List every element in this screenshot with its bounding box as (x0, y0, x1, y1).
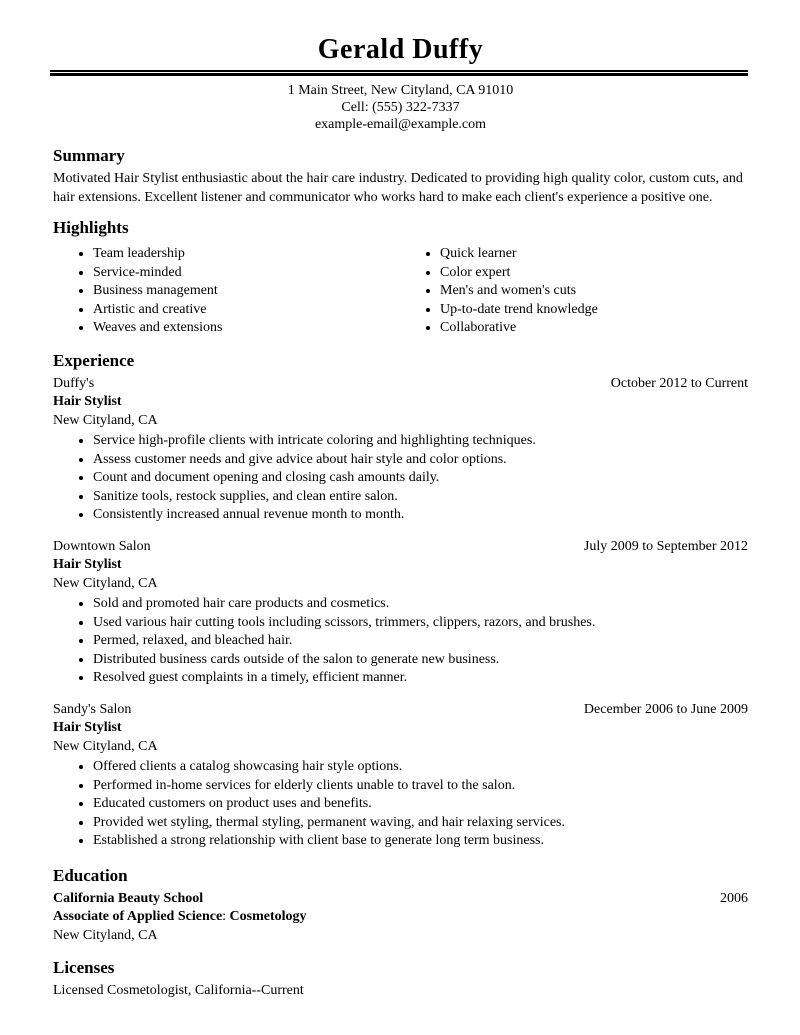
education-heading: Education (53, 865, 128, 885)
licenses-heading: Licenses (53, 958, 115, 977)
resume-header (53, 34, 748, 133)
job-location: New Cityland, CA (53, 738, 158, 754)
highlight-item: • Men's and women's cuts (440, 282, 748, 301)
summary-heading: Summary (53, 146, 125, 165)
job-duty-list (53, 432, 748, 525)
job-company: Downtown Salon (53, 538, 151, 554)
highlight-item: • Quick learner (440, 245, 748, 264)
license-text: Licensed Cosmetologist, California--Current (53, 983, 304, 998)
education-header-row (53, 890, 748, 909)
job-role: Hair Stylist (53, 720, 122, 735)
job-role: Hair Stylist (53, 557, 122, 572)
job-duty: • Assess customer needs and give advice about hair style and color options. (93, 451, 748, 470)
job-company: Duffy's (53, 375, 95, 391)
highlights-columns (53, 242, 748, 338)
job-entry (53, 375, 748, 525)
job-duty: • Count and document opening and closing cash amounts daily. (93, 469, 748, 488)
job-entry (53, 538, 748, 688)
education-school: California Beauty School (53, 890, 204, 906)
job-header-row (53, 701, 748, 720)
job-duty: • Educated customers on product uses and benefits. (93, 795, 748, 814)
highlight-item: • Business management (93, 282, 400, 301)
education-year: 2006 (720, 890, 748, 906)
contact-email: example-email@example.com (314, 117, 487, 132)
job-duty: • Consistently increased annual revenue month to month. (93, 506, 748, 525)
education-field: Cosmetology (229, 909, 307, 924)
summary-text: Motivated Hair Stylist enthusiastic about the hair care industry. Dedicated to providing high quality color, custom cuts, and hair extensions. Excellent listener and communicator who works hard to make each client's experience a positive one. (53, 171, 743, 205)
section-licenses (53, 958, 748, 1001)
contact-block (53, 82, 748, 133)
highlight-item: • Weaves and extensions (93, 319, 400, 338)
experience-heading: Experience (53, 350, 135, 370)
job-duty: • Established a strong relationship with client base to generate long term business. (93, 832, 748, 851)
section-summary (53, 146, 748, 207)
job-dates: October 2012 to Current (610, 375, 748, 391)
education-degree: Associate of Applied Science (53, 909, 223, 924)
job-duty: • Sanitize tools, restock supplies, and clean entire salon. (93, 488, 748, 507)
education-degree-separator: : (222, 909, 230, 924)
job-location: New Cityland, CA (53, 575, 158, 591)
person-name: Gerald Duffy (317, 34, 484, 65)
job-duty-list (53, 595, 748, 688)
section-highlights (53, 218, 748, 338)
header-divider (50, 70, 748, 76)
highlight-item: • Artistic and creative (93, 301, 400, 320)
education-entry (53, 890, 748, 946)
job-duty: • Offered clients a catalog showcasing hair style options. (93, 758, 748, 777)
job-duty: • Distributed business cards outside of the salon to generate new business. (93, 651, 748, 670)
job-duty: • Used various hair cutting tools including scissors, trimmers, clippers, razors, and brushes. (93, 614, 748, 633)
education-degree-line (53, 908, 748, 927)
job-location: New Cityland, CA (53, 412, 158, 428)
job-company: Sandy's Salon (53, 701, 132, 717)
job-duty: • Sold and promoted hair care products and cosmetics. (93, 595, 748, 614)
section-experience (53, 351, 748, 851)
contact-address: 1 Main Street, New Cityland, CA 91010 (287, 83, 514, 98)
job-duty: • Service high-profile clients with intricate coloring and highlighting techniques. (93, 432, 748, 451)
job-duty-list (53, 758, 748, 851)
job-header-row (53, 538, 748, 557)
job-role: Hair Stylist (53, 394, 122, 409)
highlight-item: • Team leadership (93, 245, 400, 264)
highlights-right-column (400, 245, 748, 338)
job-duty: • Permed, relaxed, and bleached hair. (93, 632, 748, 651)
job-duty: • Provided wet styling, thermal styling, permanent waving, and hair relaxing services. (93, 814, 748, 833)
highlights-left-column (53, 245, 400, 338)
highlights-heading: Highlights (53, 218, 129, 237)
contact-phone: Cell: (555) 322-7337 (341, 100, 460, 115)
job-duty: • Resolved guest complaints in a timely, efficient manner. (93, 669, 748, 688)
education-location: New Cityland, CA (53, 927, 158, 943)
highlight-item: • Service-minded (93, 264, 400, 283)
highlight-item: • Color expert (440, 264, 748, 283)
job-dates: December 2006 to June 2009 (583, 701, 748, 717)
job-entry (53, 701, 748, 851)
job-header-row (53, 375, 748, 394)
job-duty: • Performed in-home services for elderly clients unable to travel to the salon. (93, 777, 748, 796)
highlight-item: • Up-to-date trend knowledge (440, 301, 748, 320)
job-dates: July 2009 to September 2012 (583, 538, 748, 554)
highlight-item: • Collaborative (440, 319, 748, 338)
section-education (53, 866, 748, 946)
